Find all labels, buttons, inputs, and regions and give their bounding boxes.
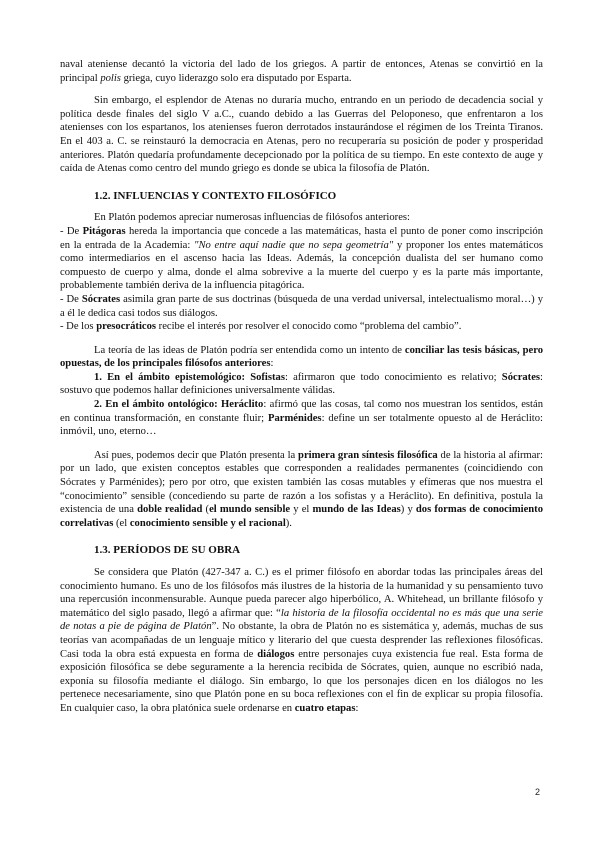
paragraph-influences-intro: En Platón podemos apreciar numerosas influencias de filósofos anteriores: <box>94 212 410 224</box>
paragraph-presocraticos: - De los presocráticos recibe el interés por resolver el conocido como “problema del cambio”. <box>60 321 462 333</box>
section-heading-influences: 1.2. INFLUENCIAS Y CONTEXTO FILOSÓFICO <box>94 189 337 202</box>
paragraph-decline: Sin embargo, el esplendor de Atenas no duraría mucho, entrando en un periodo de decadencia social y política desde finales del siglo V a.C., cuando debido a las Guerras del Peloponeso, que enfrentaron a los atenienses con los espartanos, los atenienses fueron derrotados instaurándose el régimen de los Treinta Tiranos. En el 403 a. C. se reinstauró la democracia en Atenas, pero no recuperaría su posición de poder y prosperidad anteriores. Platón quedaría profundamente decepcionado por la política de su tiempo. En este contexto de auge y caída de Atenas como centro del mundo griego es donde se ubica la filosofía de Platón. <box>60 95 543 175</box>
section-heading-periodos: 1.3. PERÍODOS DE SU OBRA <box>94 544 241 557</box>
polis-term: polis <box>100 72 121 84</box>
paragraph-ontologico: 2. En el ámbito ontológico: Heráclito: afirmó que las cosas, tal como nos muestran los sentidos, están en continua transformación, en constante fluir; Parménides: define un ser totalmente opuesto al de Heráclito: inmóvil, uno, eterno… <box>60 399 543 438</box>
page-number: 2 <box>535 787 541 797</box>
paragraph-sintesis: Así pues, podemos decir que Platón presenta la primera gran síntesis filosófica de la historia al afirmar: por un lado, que existen conceptos estables que corresponden a realidades permanentes (coincidiendo con Sócrates y Parménides); pero por otro, que existen también las cosas mutables y efímeras que nos muestra el “conocimiento” sensible (concediendo su parte de razón a los sofistas y a Heráclito). En definitiva, postula la existencia de una doble realidad (el mundo sensible y el mundo de las Ideas) y dos formas de conocimiento correlativas (el conocimiento sensible y el racional). <box>60 449 544 529</box>
paragraph-pitagoras: - De Pitágoras hereda la importancia que concede a las matemáticas, hasta el punto de poner como inscripción en la entrada de la Academia: "No entre aquí nadie que no sepa geometría" y proponer los entes matemáticos como intermediarios en el ascenso hacia las Ideas. Además, la concepción dualista del ser humano como compuesto de cuerpo y alma, donde el alma sobrevive a la muerte del cuerpo y es la parte más importante, probablemente también deriva de la influencia pitagórica. <box>60 225 543 292</box>
paragraph-epistemologico: 1. En el ámbito epistemológico: Sofistas: afirmaron que todo conocimiento es relativo; Sócrates: sostuvo que podemos hallar definiciones universalmente válidas. <box>60 371 543 397</box>
paragraph-teoria: La teoría de las ideas de Platón podría ser entendida como un intento de conciliar las tesis básicas, pero opuestas, de los principales filósofos anteriores: <box>60 344 543 370</box>
paragraph-obra: Se considera que Platón (427-347 a. C.) es el primer filósofo en abordar todas las principales áreas del conocimiento humano. Es uno de los filósofos más ilustres de la historia de la humanidad y su pensamiento tuvo una repercusión inconmensurable. Aunque pueda parecer algo hiperbólico, A. Whitehead, un brillante filósofo y matemático del siglo pasado, llegó a afirmar que: “la historia de la filosofía occidental no es más que una serie de notas a pie de página de Platón”. No obstante, la obra de Platón no es sistemática y, además, muchas de sus teorías van acompañadas de un lenguaje mítico y literario del que cuesta desprender las reflexiones filosóficas. Casi toda la obra está expuesta en forma de diálogos entre personajes cuya existencia fue real. Esta forma de exposición filosófica se debe seguramente a la herencia recibida de Sócrates, quien, aunque no escribió nada, exponía su filosofía mediante el diálogo. Sin embargo, lo que los personajes dicen en los diálogos no les pertenece necesariamente, sino que Platón pone en su boca reflexiones con el fin de explicar su propia filosofía. En cualquier caso, la obra platónica suele ordenarse en cuatro etapas: <box>60 567 544 714</box>
paragraph-intro: naval ateniense decantó la victoria del lado de los griegos. A partir de entonces, Atenas se convirtió en la principal polis griega, cuyo liderazgo solo era disputado por Esparta. <box>60 59 543 84</box>
page-content <box>60 58 543 716</box>
paragraph-socrates: - De Sócrates asimila gran parte de sus doctrinas (búsqueda de una verdad universal, intelectualismo moral…) y a él le dedica casi todos sus diálogos. <box>60 293 543 319</box>
